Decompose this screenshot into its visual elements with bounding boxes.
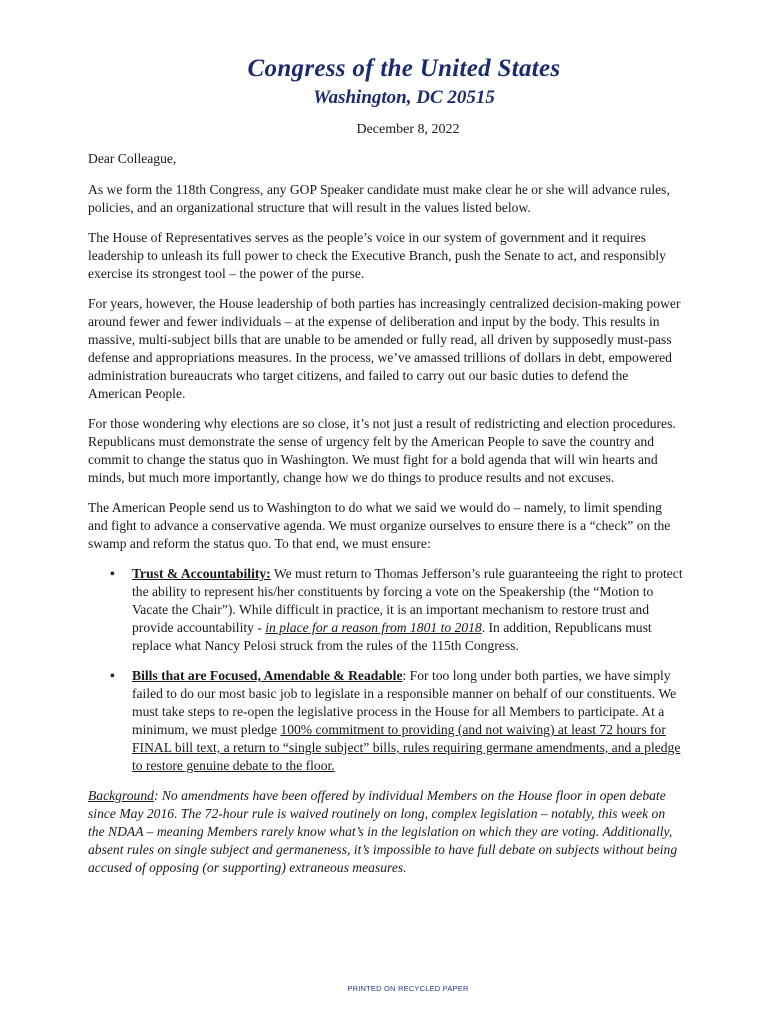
letter-body (88, 150, 684, 889)
footer-recycled-note: PRINTED ON RECYCLED PAPER (347, 984, 469, 993)
bullet-dot-icon: • (110, 566, 115, 581)
bullet-text-end: . In addition, Republicans must replace what Nancy Pelosi struck from the rules of the 115th Congress. (132, 620, 652, 653)
background-note (88, 787, 684, 877)
paragraph-3-part-b: In the process, we’ve amassed trillions of dollars in debt, empowered administration bureaucrats who target citizens, and failed to carry out our basic duties to defend the American People. (88, 350, 672, 401)
paragraph-5: The American People send us to Washington to do what we said we would do – namely, to limit spending and fight to advance a conservative agenda. We must organize ourselves to ensure there is a “check” on the swamp and reform the status quo. To that end, we must ensure: (88, 500, 671, 551)
letterhead (0, 55, 768, 109)
demands-list (88, 565, 684, 775)
background-label: Background (88, 788, 154, 803)
letterhead-title: Congress of the United States (247, 55, 561, 82)
bullet-dot-icon: • (110, 668, 115, 683)
paragraph-1: As we form the 118th Congress, any GOP Speaker candidate must make clear he or she will advance rules, policies, and an organizational structure that will result in the values listed below. (88, 182, 670, 215)
paragraph-3 (88, 295, 684, 403)
list-item (88, 667, 684, 775)
list-item (88, 565, 684, 655)
bullet-text: For too long under both parties, we have simply failed to do our most basic job to legislate in a responsible manner on behalf of our constituents. We must take steps to re-open the legislative process in the House for all Members to participate. At a minimum, we must pledge (132, 668, 677, 737)
paragraph-2: The House of Representatives serves as the people’s voice in our system of government and it requires leadership to unleash its full power to check the Executive Branch, push the Senate to act, and responsibly exercise its strongest tool – the power of the purse. (88, 230, 666, 281)
paragraph-3-part-a: For years, however, the House leadership of both parties has increasingly centralized decision-making power around fewer and fewer individuals – at the expense of deliberation and input by the body. This results in massive, multi-subject bills that are unable to be amended or fully read, all driven by supposedly must-pass defense and appropriations measures. (88, 296, 681, 365)
letterhead-address: Washington, DC 20515 (313, 87, 495, 108)
salutation: Dear Colleague, (88, 151, 177, 166)
bullet-heading: Bills that are Focused, Amendable & Readable (132, 668, 403, 683)
bullet-underlined-pledge: 100% commitment to providing (and not waiving) at least 72 hours for FINAL bill text, a return to “single subject” bills, rules requiring germane amendments, and a pledge to restore genuine debate to the floor. (132, 722, 681, 773)
background-text: : No amendments have been offered by individual Members on the House floor in open debate since May 2016. The 72-hour rule is waived routinely on long, complex legislation – notably, this week on the NDAA – meaning Members rarely know what’s in the legislation on which they are voting. Additionally, absent rules on single subject and germaneness, it’s impossible to have full debate on subjects without being accused of opposing (or supporting) extraneous measures. (88, 788, 678, 875)
bullet-emphasis: in place for a reason from 1801 to 2018 (265, 620, 482, 635)
bullet-text: We must return to Thomas Jefferson’s rule guaranteeing the right to protect the ability to represent his/her constituents by forcing a vote on the Speakership (the “Motion to Vacate the Chair”). While difficult in practice, it is an important mechanism to restore trust and provide accountability - (132, 566, 683, 635)
paragraph-4: For those wondering why elections are so close, it’s not just a result of redistricting and election procedures. Republicans must demonstrate the sense of urgency felt by the American People to save the country and commit to change the status quo in Washington. We must fight for a bold agenda that will win hearts and minds, but much more importantly, change how we do things to produce results and not excuses. (88, 416, 676, 485)
bullet-heading: Trust & Accountability: (132, 566, 271, 581)
letter-date: December 8, 2022 (356, 122, 460, 137)
bullet-colon: : (402, 668, 407, 683)
